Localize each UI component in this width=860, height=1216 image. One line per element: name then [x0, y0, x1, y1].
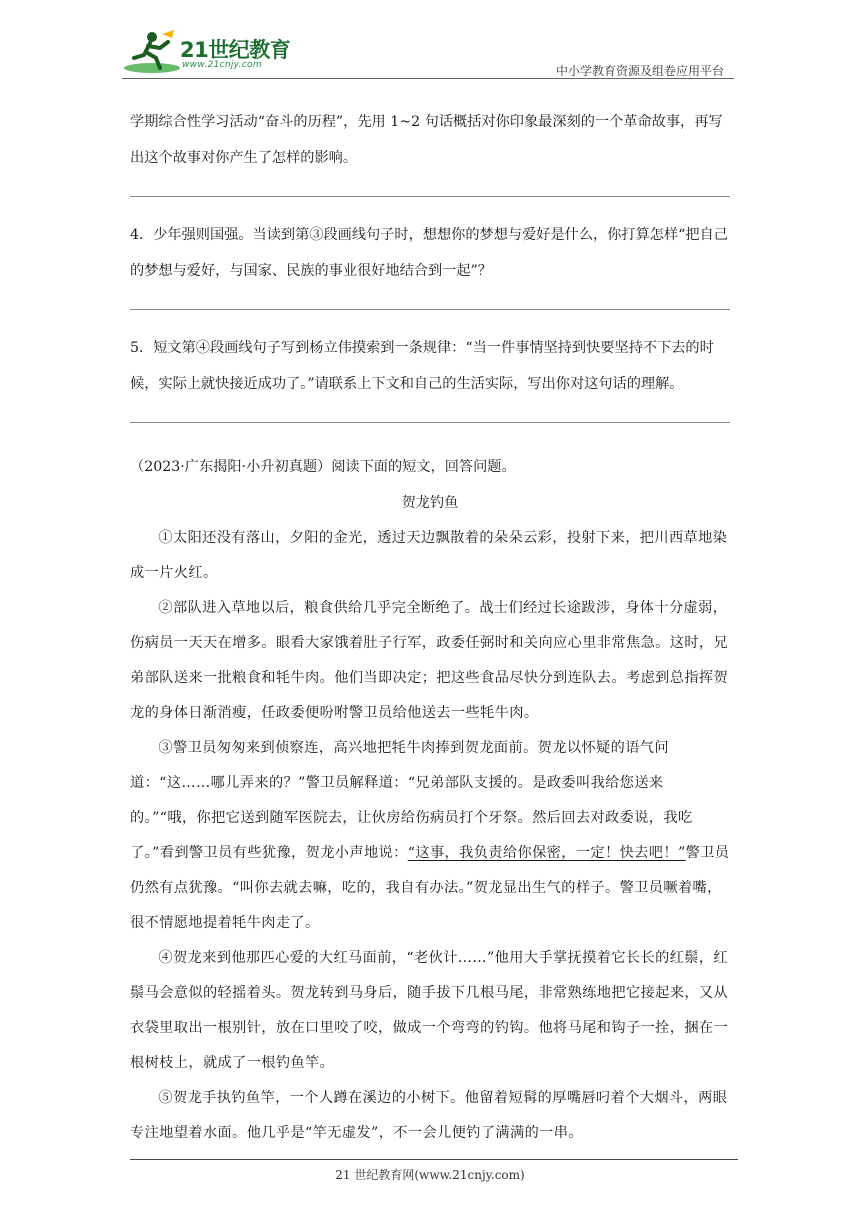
site-logo	[122, 28, 292, 78]
question-3-continuation: 学期综合性学习活动“奋斗的历程”，先用 1~2 句话概括对你印象最深刻的一个革命故事，再写出这个故事对你产生了怎样的影响。	[130, 114, 723, 166]
passage-title: 贺龙钓鱼	[401, 495, 459, 511]
header-divider	[122, 78, 734, 79]
page-header	[122, 28, 732, 78]
paragraph-3-text-end: 警卫员仍然有点犹豫。“叫你去就去嘛，吃的，我自有办法。”贺龙显出生气的样子。警卫员噘着嘴，很不情愿地提着牦牛肉走了。	[130, 845, 730, 931]
question-5: 5．短文第④段画线句子写到杨立伟摸索到一条规律：“当一件事情坚持到快要坚持不下去的时候，实际上就快接近成功了。”请联系上下文和自己的生活实际，写出你对这句话的理解。	[130, 340, 714, 392]
answer-line	[130, 422, 730, 423]
logo-url: www.21cnjy.com	[182, 60, 262, 70]
passage-source: （2023·广东揭阳·小升初真题）阅读下面的短文，回答问题。	[130, 459, 516, 475]
answer-line	[130, 196, 730, 197]
logo-text: 21世纪教育	[180, 38, 291, 62]
page-footer: 21 世纪教育网(www.21cnjy.com)	[335, 1168, 525, 1182]
footer-divider	[130, 1159, 738, 1160]
underlined-sentence: “这事，我负责给你保密，一定！快去吧！”	[407, 845, 686, 861]
paragraph-2: ②部队进入草地以后，粮食供给几乎完全断绝了。战士们经过长途跋涉，身体十分虚弱，伤病员一天天在增多。眼看大家饿着肚子行军，政委任弼时和关向应心里非常焦急。这时，兄弟部队送来一批粮食和牦牛肉。他们当即决定；把这些食品尽快分到连队去。考虑到总指挥贺龙的身体日渐消瘦，任政委便吩咐警卫员给他送去一些牦牛肉。	[130, 600, 729, 721]
paragraph-3-text: ③警卫员匆匆来到侦察连，高兴地把牦牛肉捧到贺龙面前。贺龙以怀疑的语气问道：“这……哪儿弄来的？”警卫员解释道：“兄弟部队支援的。是政委叫我给您送来的。”“哦，你把它送到随军医院去，让伙房给伤病员打个牙祭。然后回去对政委说，我吃了。”看到警卫员有些犹豫，贺龙小声地说：	[130, 740, 693, 861]
paragraph-4: ④贺龙来到他那匹心爱的大红马面前，“老伙计……”他用大手掌抚摸着它长长的红鬃，红鬃马会意似的轻摇着头。贺龙转到马身后，随手拔下几根马尾，非常熟练地把它接起来，又从衣袋里取出一根别针，放在口里咬了咬，做成一个弯弯的钓钩。他将马尾和钩子一拴，捆在一根树枝上，就成了一根钓鱼竿。	[130, 950, 729, 1071]
header-tagline: 中小学教育资源及组卷应用平台	[555, 64, 724, 78]
question-4: 4．少年强则国强。当读到第③段画线句子时，想想你的梦想与爱好是什么，你打算怎样“把自己的梦想与爱好，与国家、民族的事业很好地结合到一起”？	[130, 227, 728, 279]
paragraph-1: ①太阳还没有落山，夕阳的金光，透过天边飘散着的朵朵云彩，投射下来，把川西草地染成一片火红。	[130, 530, 728, 581]
document-body	[130, 104, 730, 1151]
answer-line	[130, 309, 730, 310]
paragraph-5: ⑤贺龙手执钓鱼竿，一个人蹲在溪边的小树下。他留着短髯的厚嘴唇叼着个大烟斗，两眼专注地望着水面。他几乎是“竿无虚发”，不一会儿便钓了满满的一串。	[130, 1090, 728, 1141]
paragraph-3	[130, 731, 730, 941]
runner-logo-icon	[122, 28, 182, 78]
